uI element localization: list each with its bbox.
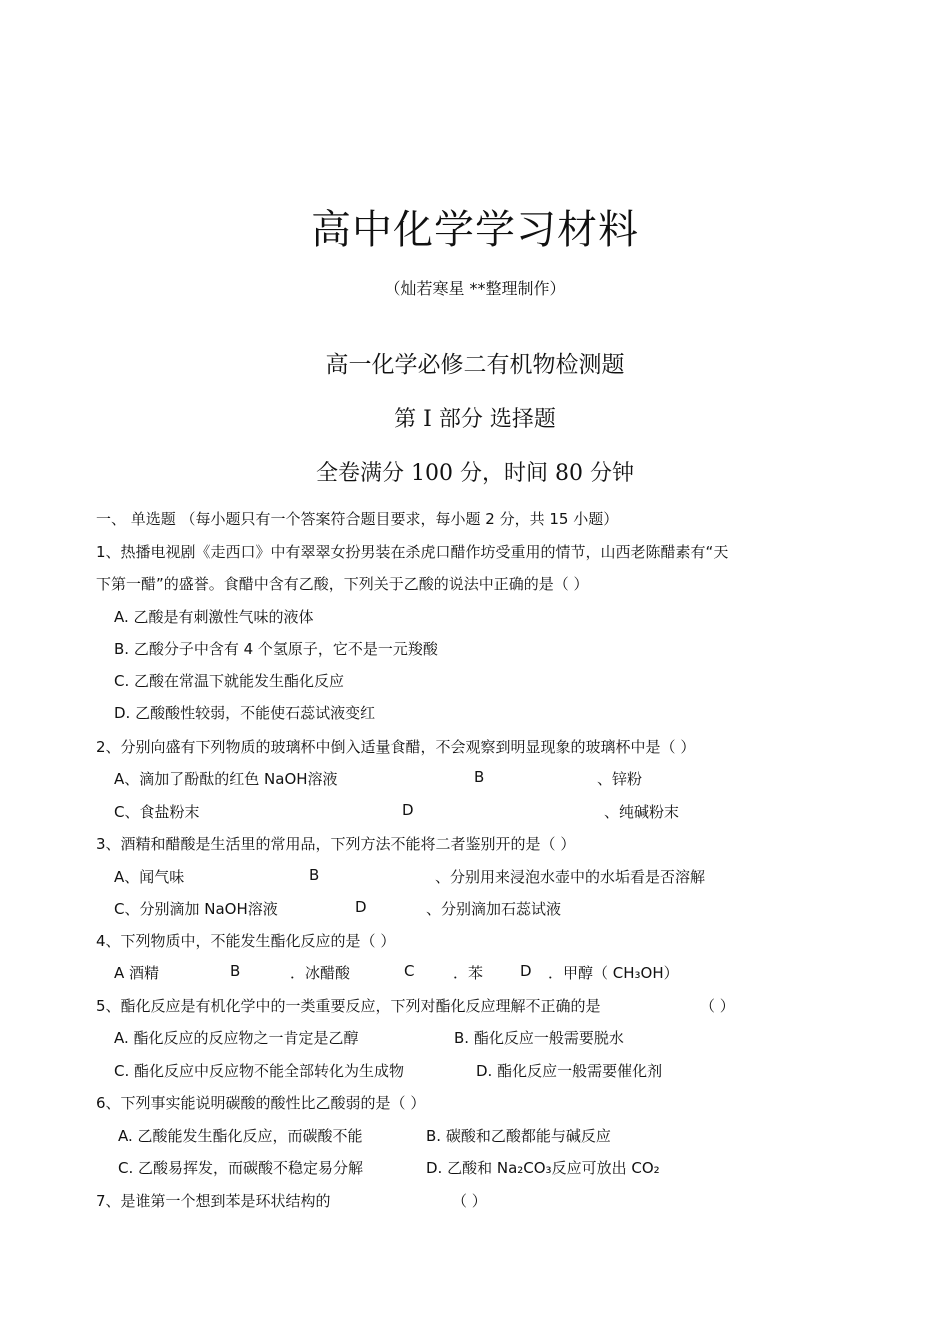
question-3-option-d-letter: D — [355, 898, 367, 916]
part-title: 第 I 部分 选择题 — [394, 407, 556, 432]
question-4-stem: 4、下列物质中，不能发生酯化反应的是（ ） — [96, 932, 396, 950]
exam-title: 高一化学必修二有机物检测题 — [325, 352, 625, 378]
question-1-stem-line-2: 下第一醋”的盛誉。食醋中含有乙酸，下列关于乙酸的说法中正确的是（ ） — [96, 575, 589, 593]
question-1-option-c: C. 乙酸在常温下就能发生酯化反应 — [114, 672, 345, 690]
question-6-option-b: B. 碳酸和乙酸都能与碱反应 — [426, 1127, 611, 1145]
page-title: 高中化学学习材料 — [311, 207, 639, 253]
question-3-option-b-text: 、分别用来浸泡水壶中的水垢看是否溶解 — [435, 868, 706, 886]
question-2-option-a: A、滴加了酚酞的红色 NaOH溶液 — [114, 770, 338, 788]
question-3-stem: 3、酒精和醋酸是生活里的常用品，下列方法不能将二者鉴别开的是（ ） — [96, 835, 576, 853]
question-6-option-a: A. 乙酸能发生酯化反应，而碳酸不能 — [118, 1127, 363, 1145]
question-2-option-b-letter: B — [474, 768, 485, 786]
question-5-option-c: C. 酯化反应中反应物不能全部转化为生成物 — [114, 1062, 405, 1080]
question-2-option-d-letter: D — [402, 801, 414, 819]
question-5-stem: 5、酯化反应是有机化学中的一类重要反应，下列对酯化反应理解不正确的是 — [96, 997, 601, 1015]
section-intro: 一、 单选题 （每小题只有一个答案符合题目要求，每小题 2 分，共 15 小题） — [96, 510, 619, 528]
question-4-option-d-letter: D — [520, 962, 532, 980]
question-3-option-b-letter: B — [309, 866, 320, 884]
question-3-option-a: A、闻气味 — [114, 868, 185, 886]
question-1-option-a: A. 乙酸是有刺激性气味的液体 — [114, 608, 314, 626]
question-1-option-b: B. 乙酸分子中含有 4 个氢原子，它不是一元羧酸 — [114, 640, 438, 658]
question-4-option-a: A 酒精 — [114, 964, 160, 982]
question-2-option-b-text: 、锌粉 — [597, 770, 643, 788]
question-6-option-d: D. 乙酸和 Na₂CO₃反应可放出 CO₂ — [426, 1159, 660, 1177]
question-2-stem: 2、分别向盛有下列物质的玻璃杯中倒入适量食醋，不会观察到明显现象的玻璃杯中是（ ） — [96, 738, 696, 756]
page-subtitle: （灿若寒星 **整理制作） — [384, 279, 566, 298]
score-line: 全卷满分 100 分，时间 80 分钟 — [316, 461, 634, 486]
question-6-option-c: C. 乙酸易挥发，而碳酸不稳定易分解 — [118, 1159, 364, 1177]
question-5-option-d: D. 酯化反应一般需要催化剂 — [476, 1062, 663, 1080]
question-5-answer-blank: （ ） — [700, 997, 735, 1015]
question-2-option-c: C、食盐粉末 — [114, 803, 200, 821]
question-6-stem: 6、下列事实能说明碳酸的酸性比乙酸弱的是（ ） — [96, 1094, 426, 1112]
question-2-option-d-text: 、纯碱粉末 — [604, 803, 680, 821]
question-7-stem: 7、是谁第一个想到苯是环状结构的 — [96, 1192, 331, 1210]
question-7-answer-blank: （ ） — [452, 1192, 487, 1210]
question-4-option-b-letter: B — [230, 962, 241, 980]
question-4-option-b-text: ．冰醋酸 — [290, 964, 351, 982]
question-3-option-c: C、分别滴加 NaOH溶液 — [114, 900, 278, 918]
question-5-option-b: B. 酯化反应一般需要脱水 — [454, 1029, 624, 1047]
question-1-option-d: D. 乙酸酸性较弱，不能使石蕊试液变红 — [114, 704, 376, 722]
question-4-option-c-letter: C — [404, 962, 415, 980]
question-5-option-a: A. 酯化反应的反应物之一肯定是乙醇 — [114, 1029, 359, 1047]
question-3-option-d-text: 、分别滴加石蕊试液 — [426, 900, 562, 918]
question-1-stem-line-1: 1、热播电视剧《走西口》中有翠翠女扮男装在杀虎口醋作坊受重用的情节，山西老陈醋素有“天 — [96, 543, 729, 561]
question-4-option-c-text: ．苯 — [453, 964, 484, 982]
question-4-option-d-text: ．甲醇（ CH₃OH） — [548, 964, 679, 982]
